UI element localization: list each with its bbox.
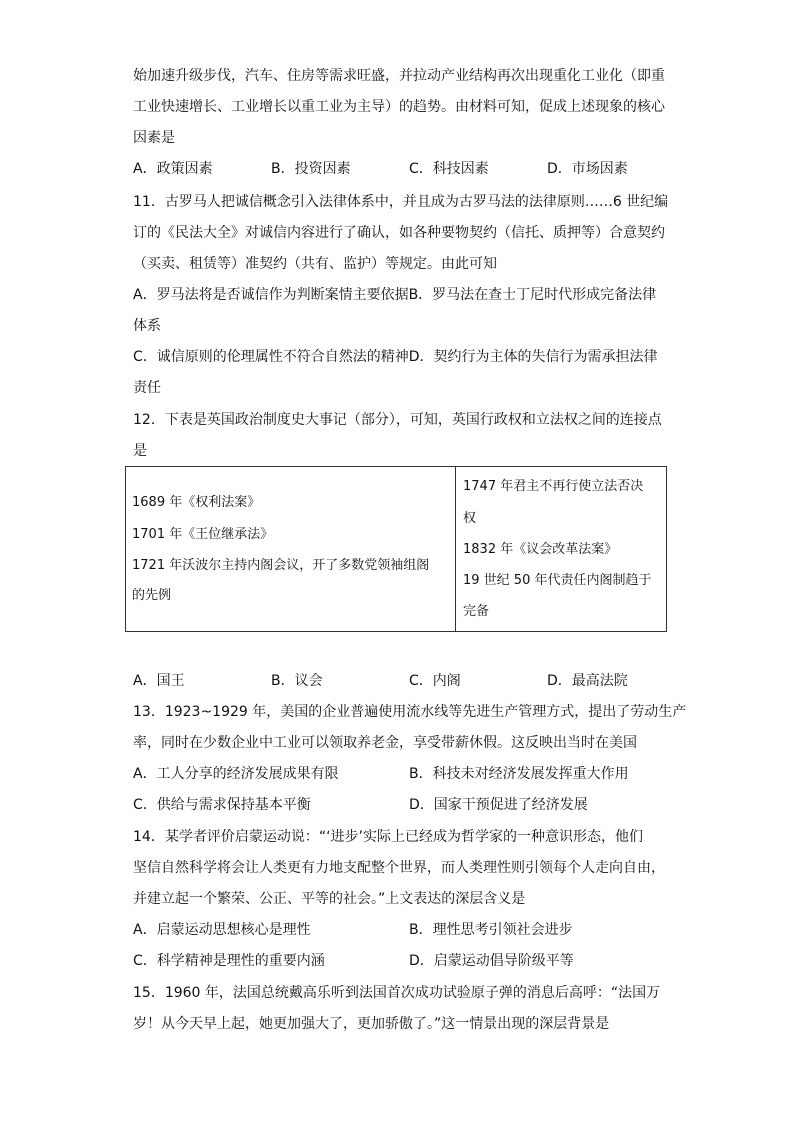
q12-option-b: B．议会 — [271, 673, 323, 689]
q11-line-1: 11．古罗马人把诚信概念引入法律体系中，并且成为古罗马法的法律原则……6 世纪编 — [133, 194, 669, 210]
q11-option-cd-cont: 责任 — [133, 380, 161, 396]
q10-option-c: C．科技因素 — [409, 161, 489, 177]
q10-option-a: A．政策因素 — [133, 161, 213, 177]
q13-option-b: B．科技未对经济发展发挥重大作用 — [409, 766, 629, 782]
table-right-item: 1832 年《议会改革法案》 — [463, 542, 618, 557]
q12-line-1: 12．下表是英国政治制度史大事记（部分），可知，英国行政权和立法权之间的连接点 — [133, 412, 662, 428]
q13-option-a: A．工人分享的经济发展成果有限 — [133, 766, 339, 782]
q10-option-b: B．投资因素 — [271, 161, 351, 177]
q12-table — [125, 466, 667, 632]
table-right-item: 1747 年君主不再行使立法否决 — [463, 479, 644, 494]
q12-option-a: A．国王 — [133, 673, 185, 689]
table-left-item: 的先例 — [132, 588, 172, 603]
q11-option-ab-cont: 体系 — [133, 318, 161, 334]
table-left-item: 1701 年《王位继承法》 — [132, 527, 274, 542]
table-left-item: 1689 年《权利法案》 — [132, 495, 261, 510]
q11-line-3: （买卖、租赁等）准契约（共有、监护）等规定。由此可知 — [133, 256, 497, 272]
q14-line-3: 并建立起一个繁荣、公正、平等的社会。”上文表达的深层含义是 — [133, 891, 526, 907]
q10-line-2: 工业快速增长、工业增长以重工业为主导）的趋势。由材料可知，促成上述现象的核心 — [133, 99, 665, 115]
q14-option-a: A．启蒙运动思想核心是理性 — [133, 922, 311, 938]
q11-line-2: 订的《民法大全》对诚信内容进行了确认，如各种要物契约（信托、质押等）合意契约 — [133, 225, 665, 241]
q14-option-d: D．启蒙运动倡导阶级平等 — [409, 953, 574, 969]
q12-option-d: D．最高法院 — [547, 673, 628, 689]
table-left-item: 1721 年沃波尔主持内阁会议，开了多数党领袖组阁 — [132, 558, 430, 573]
q11-option-cd: C．诚信原则的伦理属性不符合自然法的精神D．契约行为主体的失信行为需承担法律 — [133, 349, 658, 365]
q14-option-c: C．科学精神是理性的重要内涵 — [133, 953, 325, 969]
q13-line-2: 率，同时在少数企业中工业可以领取养老金，享受带薪休假。这反映出当时在美国 — [133, 735, 637, 751]
q12-option-c: C．内阁 — [409, 673, 461, 689]
table-right-item: 19 世纪 50 年代责任内阁制趋于 — [463, 573, 652, 588]
q10-option-d: D．市场因素 — [547, 161, 628, 177]
q12-line-2: 是 — [133, 443, 147, 459]
q14-option-b: B．理性思考引领社会进步 — [409, 922, 573, 938]
q14-line-1: 14．某学者评价启蒙运动说：“‘进步’实际上已经成为哲学家的一种意识形态，他们 — [133, 829, 643, 845]
q13-line-1: 13．1923~1929 年，美国的企业普遍使用流水线等先进生产管理方式，提出了劳动生产 — [133, 704, 687, 720]
q15-line-1: 15．1960 年，法国总统戴高乐听到法国首次成功试验原子弹的消息后高呼：“法国万 — [133, 985, 661, 1001]
table-right-item: 权 — [463, 511, 477, 526]
q13-option-d: D．国家干预促进了经济发展 — [409, 797, 588, 813]
q10-line-1: 始加速升级步伐，汽车、住房等需求旺盛，并拉动产业结构再次出现重化工业化（即重 — [133, 68, 665, 84]
q11-option-ab: A．罗马法将是否诚信作为判断案情主要依据B．罗马法在查士丁尼时代形成完备法律 — [133, 287, 657, 303]
q10-line-3: 因素是 — [133, 130, 175, 146]
table-right-item: 完备 — [463, 604, 490, 619]
table-divider — [455, 467, 456, 631]
q15-line-2: 岁！从今天早上起，她更加强大了，更加骄傲了。”这一情景出现的深层背景是 — [133, 1016, 610, 1032]
q14-line-2: 坚信自然科学将会让人类更有力地支配整个世界，而人类理性则引领每个人走向自由， — [133, 860, 665, 876]
q13-option-c: C．供给与需求保持基本平衡 — [133, 797, 311, 813]
